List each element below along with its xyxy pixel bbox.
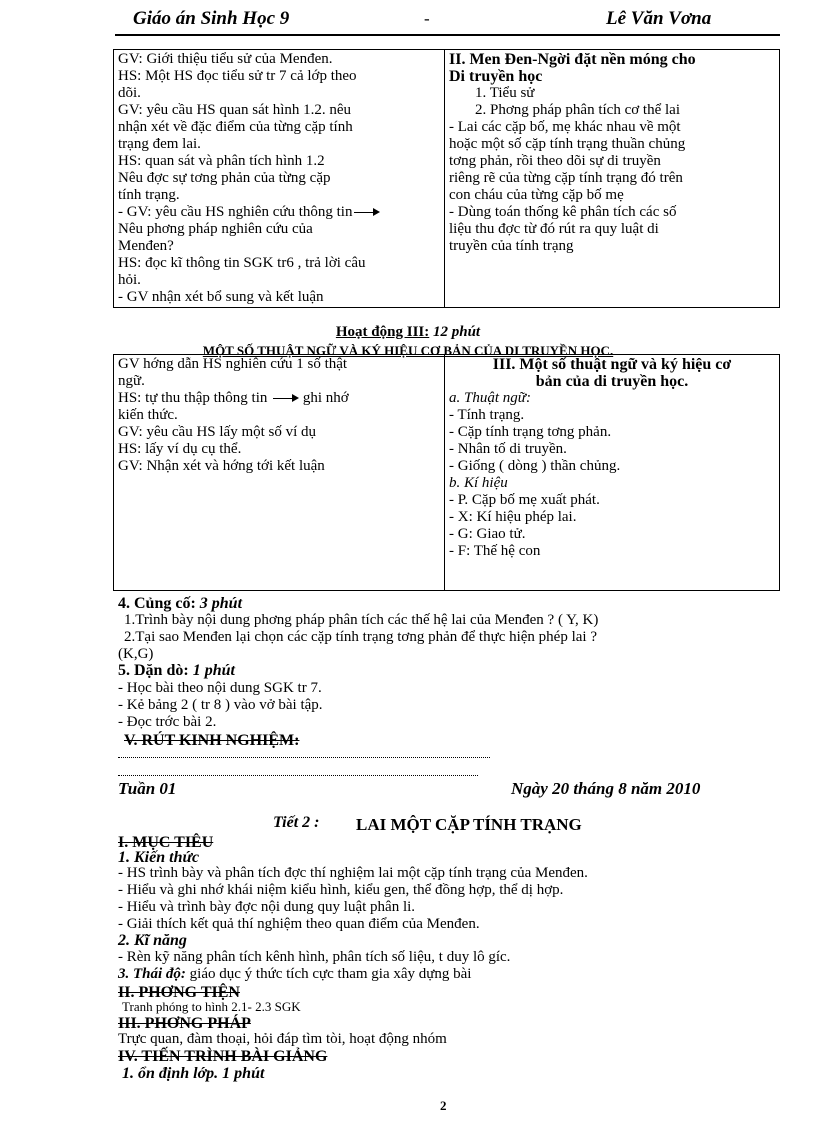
text-line-part: HS: tự thu thập thông tin: [118, 390, 268, 406]
means-text: Tranh phóng to hình 2.1- 2.3 SGK: [122, 999, 301, 1014]
text-line: truyền của tính trạng: [449, 238, 574, 254]
text-line: trạng đem lai.: [118, 136, 201, 152]
text-line: HS: lấy ví dụ cụ thể.: [118, 441, 242, 457]
section-heading: III. Một số thuật ngữ và ký hiệu cơ: [492, 356, 732, 373]
activity3-teacher-student-column: [114, 355, 445, 591]
section-heading: Di truyền học: [449, 68, 543, 85]
objective-item: - Hiểu và ghi nhớ khái niệm kiểu hình, kiểu gen, thể đồng hợp, thể dị hợp.: [118, 882, 564, 898]
text-line: con cháu của từng cặp bố mẹ: [449, 187, 624, 203]
homework-item: - Kẻ bảng 2 ( tr 8 ) vào vở bài tập.: [118, 697, 323, 713]
consolidation-heading: [118, 595, 242, 612]
process-title: IV. TIẾN TRÌNH BÀI GIẢNG: [118, 1048, 328, 1065]
section-heading: bản của di truyền học.: [535, 373, 689, 390]
text-line: - Dùng toán thống kê phân tích các số: [449, 204, 677, 220]
text-line: Nêu phơng pháp nghiên cứu của: [118, 221, 313, 237]
text-line: GV: yêu cầu HS quan sát hình 1.2. nêu: [118, 102, 352, 118]
list-item: - Tính trạng.: [449, 407, 525, 423]
list-item: - F: Thế hệ con: [449, 543, 541, 559]
text-line: - GV nhận xét bổ sung và kết luận: [118, 289, 324, 305]
activity2-content-column: [445, 50, 780, 308]
activity2-table: [113, 49, 780, 308]
text-line: GV: Nhận xét và hớng tới kết luận: [118, 458, 325, 474]
text-line: ngữ.: [118, 373, 145, 389]
text-line: [118, 204, 440, 221]
list-item: 2. Phơng pháp phân tích cơ thể lai: [475, 102, 680, 118]
list-item: - Nhân tố di truyền.: [449, 441, 567, 457]
homework-heading: [118, 662, 235, 679]
text-line: riêng rẽ của từng cặp tính trạng đó trên: [449, 170, 683, 186]
objective-item: - Hiểu và trình bày đợc nội dung quy luật phân li.: [118, 899, 416, 915]
text-line: HS: đọc kĩ thông tin SGK tr6 , trả lời câu: [118, 255, 366, 271]
objective-item: - HS trình bày và phân tích đợc thí nghiệm lai một cặp tính trạng của Menđen.: [118, 865, 588, 881]
text-line: Nêu đợc sự tơng phản của từng cặp: [118, 170, 331, 186]
terms-label: a. Thuật ngữ:: [449, 390, 531, 406]
activity3-heading: [0, 324, 816, 341]
text-line: HS: Một HS đọc tiểu sử tr 7 cả lớp theo: [118, 68, 357, 84]
homework-item: - Đọc trớc bài 2.: [118, 714, 217, 730]
objective-item: - Giải thích kết quả thí nghiệm theo quan điểm của Menđen.: [118, 916, 480, 932]
consolidation-time: 3 phút: [199, 595, 243, 612]
symbols-label: b. Kí hiệu: [449, 475, 508, 491]
question-item: 1.Trình bày nội dung phơng pháp phân tích các thế hệ lai của Menđen ? ( Y, K): [124, 612, 599, 628]
activity3-table: [113, 354, 780, 591]
methods-text: Trực quan, đàm thoại, hỏi đáp tìm tòi, hoạt động nhóm: [118, 1031, 447, 1047]
section-heading: II. Men Đen-Ngời đặt nền móng cho: [449, 51, 696, 68]
list-item: - P. Cặp bố mẹ xuất phát.: [449, 492, 600, 508]
list-item: - Cặp tính trạng tơng phản.: [449, 424, 612, 440]
header-author: Lê Văn Vơna: [606, 8, 712, 29]
objective-item: - Rèn kỹ năng phân tích kênh hình, phân tích số liệu, t duy lô gíc.: [118, 949, 511, 965]
consolidation-title: 4. Củng cố:: [118, 595, 196, 612]
process-step1: 1. ổn định lớp. 1 phút: [122, 1065, 265, 1082]
text-line: Menđen?: [118, 238, 174, 254]
attitude-title: 3. Thái độ:: [118, 966, 186, 982]
text-line: hỏi.: [118, 272, 141, 288]
attitude-line: [118, 966, 471, 983]
text-line: GV hớng dẫn HS nghiên cứu 1 số thật: [118, 356, 348, 372]
text-line: nhận xét về đặc điểm của từng cặp tính: [118, 119, 353, 135]
text-line: GV: Giới thiệu tiểu sử của Menđen.: [118, 51, 333, 67]
header-rule: [115, 34, 780, 36]
list-item: 1. Tiểu sử: [475, 85, 535, 101]
lesson-label: Tiết 2 :: [273, 814, 320, 831]
attitude-text: giáo dục ý thức tích cực tham gia xây dựng bài: [189, 966, 472, 982]
text-line-part: - GV: yêu cầu HS nghiên cứu thông tin: [118, 204, 353, 220]
text-line-part: ghi nhớ: [302, 390, 349, 406]
lesson-title: LAI MỘT CẶP TÍNH TRẠNG: [356, 815, 582, 834]
text-line: hoặc một số cặp tính trạng thuần chủng: [449, 136, 686, 152]
dotted-line: [118, 757, 490, 758]
text-line: dõi.: [118, 85, 141, 101]
page-number: 2: [440, 1098, 447, 1113]
arrow-right-icon: [273, 398, 297, 399]
activity3-time: 12 phút: [433, 324, 481, 340]
activity2-teacher-student-column: [114, 50, 445, 308]
question-item: (K,G): [118, 646, 154, 662]
skills-title: 2. Kĩ năng: [118, 932, 187, 949]
means-title: II. PHƠNG TIỆN: [118, 984, 240, 1001]
experience-heading: V. RÚT KINH NGHIỆM:: [124, 732, 300, 749]
list-item: - Giống ( dòng ) thần chủng.: [449, 458, 621, 474]
objectives-title: I. MỤC TIÊU: [118, 834, 214, 851]
text-line: tính trạng.: [118, 187, 180, 203]
text-line: [118, 390, 440, 407]
text-line: tơng phản, rồi theo dõi sự di truyền: [449, 153, 661, 169]
text-line: liệu thu đợc từ đó rút ra quy luật di: [449, 221, 659, 237]
header-dash: -: [424, 9, 430, 28]
dotted-line: [118, 775, 478, 776]
text-line: - Lai các cặp bố, mẹ khác nhau về một: [449, 119, 681, 135]
homework-item: - Học bài theo nội dung SGK tr 7.: [118, 680, 322, 696]
list-item: - G: Giao tử.: [449, 526, 526, 542]
methods-title: III. PHƠNG PHÁP: [118, 1015, 251, 1032]
activity3-subtitle: MỘT SỐ THUẬT NGỮ VÀ KÝ HIỆU CƠ BẢN CỦA DI TRUYỀN HỌC.: [202, 343, 614, 358]
arrow-right-icon: [354, 212, 378, 213]
homework-time: 1 phút: [192, 662, 235, 679]
homework-title: 5. Dặn dò:: [118, 662, 189, 679]
header-subject: Giáo án Sinh Học 9: [133, 8, 290, 29]
activity3-content-column: [445, 355, 780, 591]
list-item: - X: Kí hiệu phép lai.: [449, 509, 577, 525]
week-label: Tuần 01: [118, 779, 177, 798]
question-item: 2.Tại sao Menđen lại chọn các cặp tính trạng tơng phản để thực hiện phép lai ?: [124, 629, 597, 645]
text-line: kiến thức.: [118, 407, 178, 423]
activity3-title: Hoạt động III:: [335, 324, 430, 340]
date-label: Ngày 20 tháng 8 năm 2010: [511, 779, 701, 798]
text-line: HS: quan sát và phân tích hình 1.2: [118, 153, 325, 169]
knowledge-title: 1. Kiến thức: [118, 849, 200, 866]
text-line: GV: yêu cầu HS lấy một số ví dụ: [118, 424, 317, 440]
